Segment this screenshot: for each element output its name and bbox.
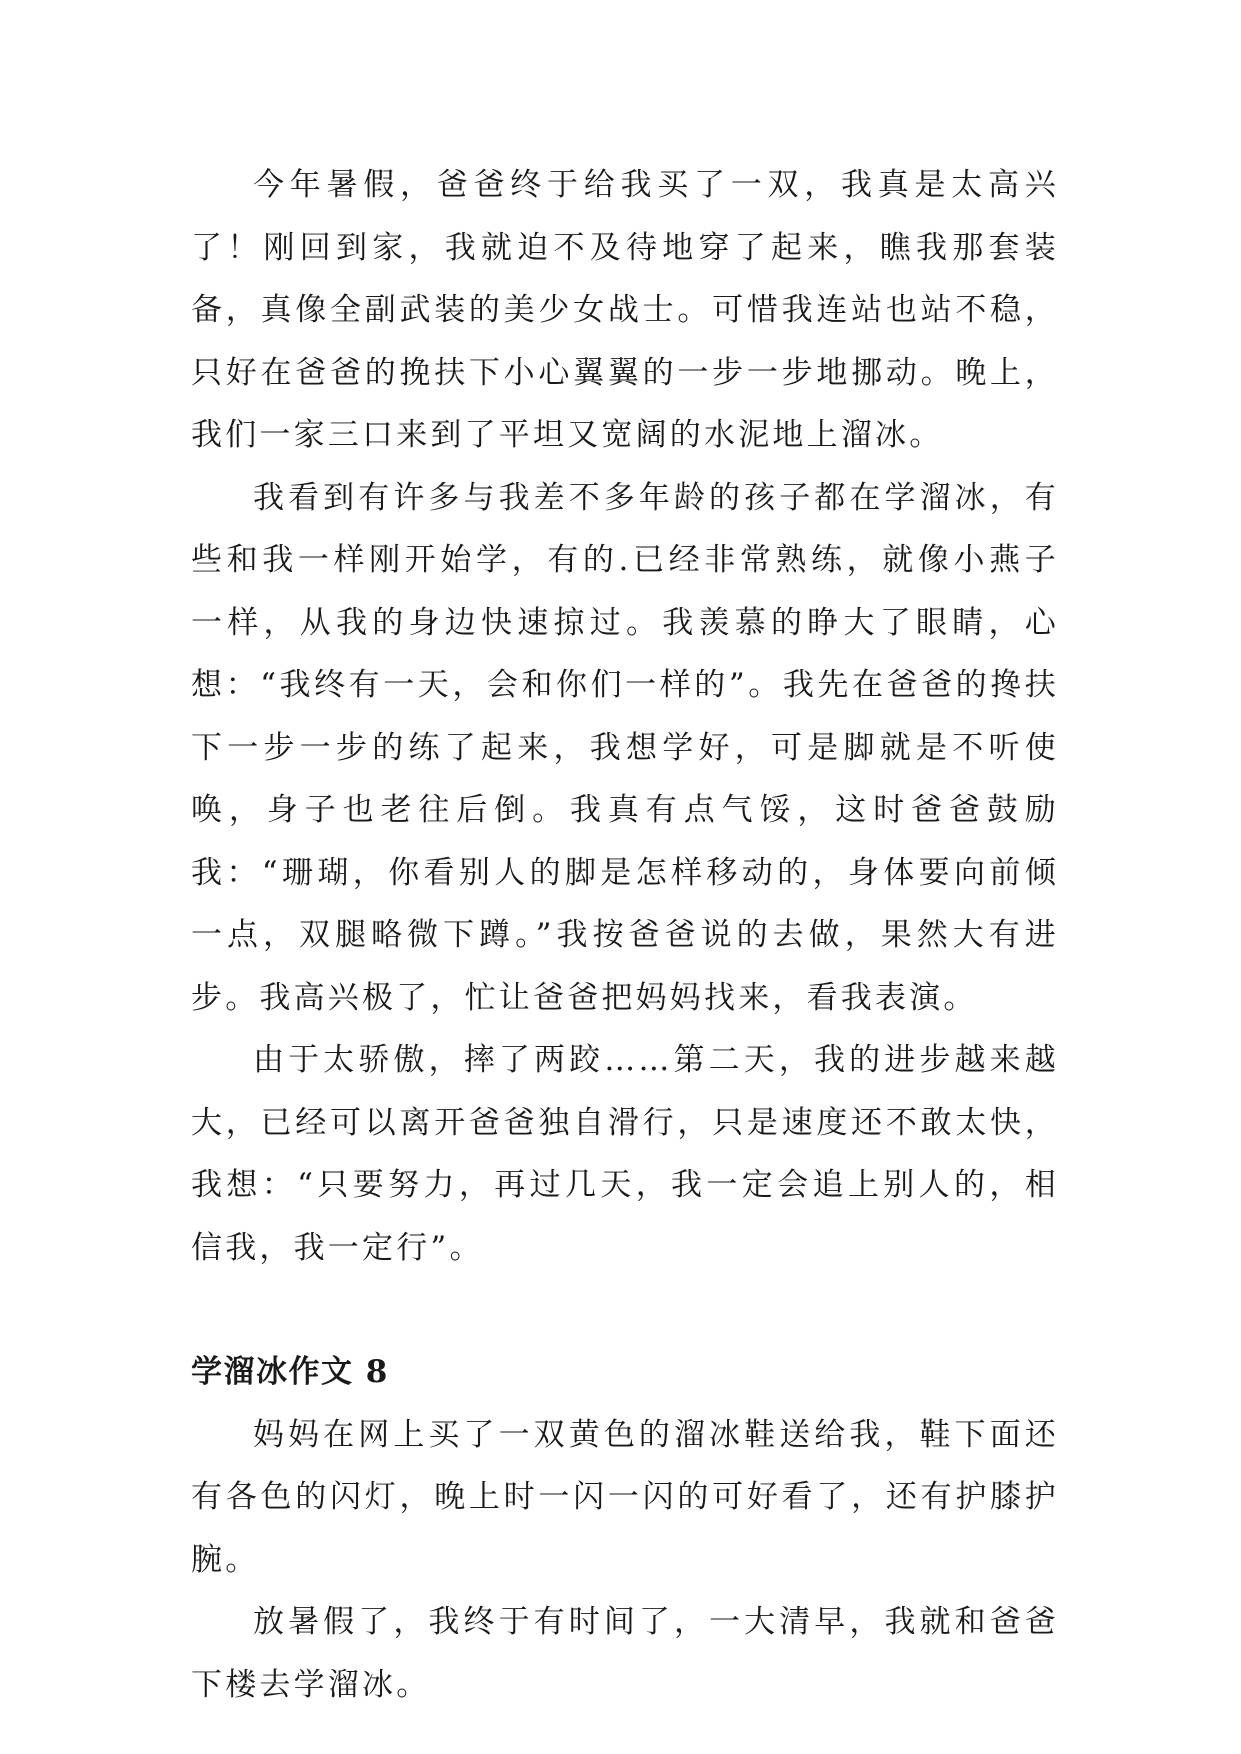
paragraph-4: 妈妈在网上买了一双黄色的溜冰鞋送给我，鞋下面还有各色的闪灯，晚上时一闪一闪的可好看了，还有护膝护腕。 [191,1416,1059,1578]
section-title: 学溜冰作文 8 [191,1354,389,1390]
section-gap [191,1279,1059,1341]
paragraph-3: 由于太骄傲，摔了两跤……第二天，我的进步越来越大，已经可以离开爸爸独自滑行，只是速度还不敢太快，我想：“只要努力，再过几天，我一定会追上别人的，相信我，我一定行”。 [191,1042,1059,1266]
paragraph-1: 今年暑假，爸爸终于给我买了一双，我真是太高兴了！刚回到家，我就迫不及待地穿了起来，瞧我那套装备，真像全副武装的美少女战士。可惜我连站也站不稳，只好在爸爸的挽扶下小心翼翼的一步一步地挪动。晚上，我们一家三口来到了平坦又宽阔的水泥地上溜冰。 [191,167,1059,453]
paragraph-5: 放暑假了，我终于有时间了，一大清早，我就和爸爸下楼去学溜冰。 [191,1604,1059,1703]
paragraph-2: 我看到有许多与我差不多年龄的孩子都在学溜冰，有些和我一样刚开始学，有的.已经非常熟练，就像小燕子一样，从我的身边快速掠过。我羡慕的睁大了眼睛，心想：“我终有一天，会和你们一样的”。我先在爸爸的搀扶下一步一步的练了起来，我想学好，可是脚就是不听使唤，身子也老往后倒。我真有点气馁，这时爸爸鼓励我：“珊瑚，你看别人的脚是怎样移动的，身体要向前倾一点，双腿略微下蹲。”我按爸爸说的去做，果然大有进步。我高兴极了，忙让爸爸把妈妈找来，看我表演。 [191,479,1059,1016]
document-page [191,154,1059,1716]
